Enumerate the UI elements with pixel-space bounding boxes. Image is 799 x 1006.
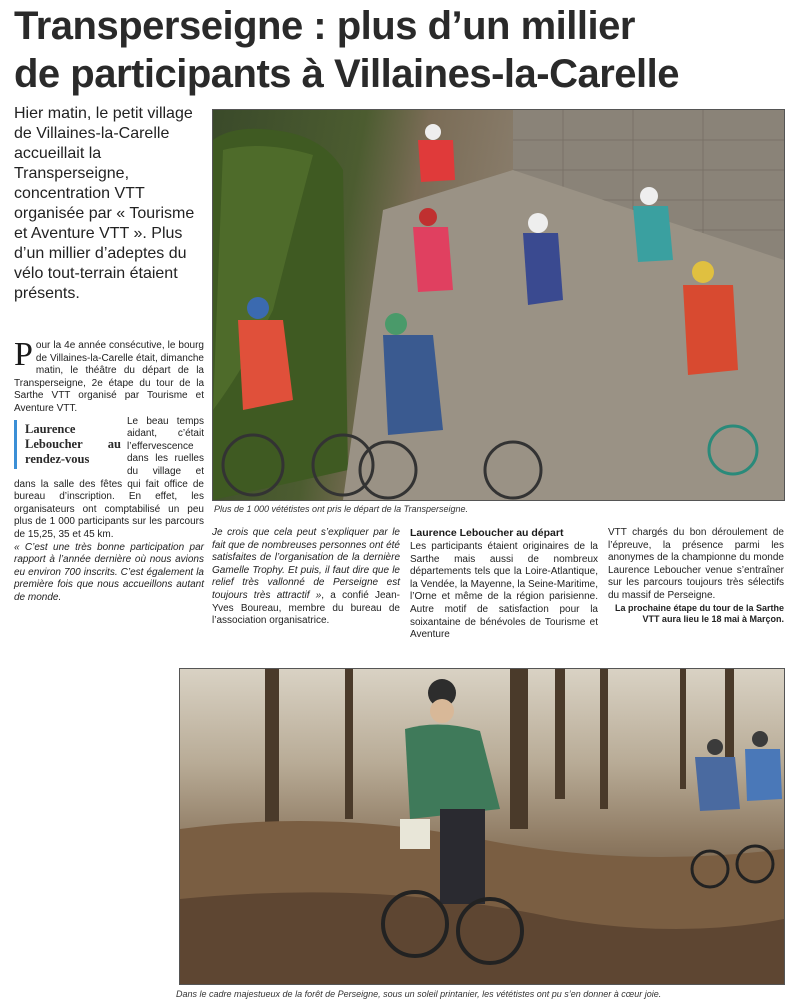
- next-stage-note: La prochaine étape du tour de la Sarthe VTT aura lieu le 18 mai à Marçon.: [614, 602, 784, 624]
- photo-forest-riders-illustration: [180, 669, 784, 984]
- column2-quote-text: Je crois que cela peut s’expliquer par le fait que de nombreuses personnes ont été satisfaites de l’organisation de la dernière Gamelle Trophy. Et puis, il faut dire que le relief très vallonné de Perseigne est toujours très attractif »: [212, 527, 400, 601]
- drop-cap: P: [14, 336, 33, 373]
- photo-cyclists-departure-illustration: [213, 110, 784, 500]
- column1-paragraph-2: [14, 416, 204, 542]
- subhead-leboucher: Laurence Leboucher au départ: [410, 527, 564, 539]
- article-column-4: [608, 527, 784, 625]
- column1-quote-text: « C’est une très bonne participation par rapport à l’année dernière où nous avions eu environ 700 inscrits. C’est également la première fois que nous accueillons autant de monde.: [14, 541, 204, 603]
- column2-paragraph: [212, 527, 400, 628]
- headline-line-2: de participants à Villaines-la-Carelle: [14, 52, 679, 96]
- article-column-3: [410, 527, 598, 642]
- photo-bottom-caption: Dans le cadre majestueux de la forêt de Perseigne, sous un soleil printanier, les vététistes ont pu s’en donner à cœur joie.: [176, 989, 662, 999]
- photo-forest-riders: [179, 668, 785, 985]
- column1-paragraph-2-text: Le beau temps aidant, c’était l’effervescence dans les ruelles du village et dans la salle des fêtes qui fait office de bureau d’inscription. En effet, les organisateurs ont comptabilisé un peu plus de 1 000 participants sur les parcours de 15,25, 35 et 45 km.: [14, 415, 204, 540]
- column4-paragraph: VTT chargés du bon déroulement de l’épreuve, la présence parmi les anonymes de la championne du monde Laurence Leboucher venue s’entraîner sur les parcours toujours très sélectifs du massif de Perseigne.: [608, 527, 784, 601]
- column1-paragraph-1-text: our la 4e année consécutive, le bourg de Villaines-la-Carelle était, dimanche matin, le théâtre du départ de la Transperseigne, 2e étape du tour de la Sarthe VTT organisé par Tourisme et Aventure VTT.: [14, 340, 204, 414]
- article-column-1: [14, 336, 204, 604]
- column1-quote: [14, 542, 204, 605]
- column3-paragraph: Les participants étaient originaires de la Sarthe mais aussi de nombreux départements tels que la Loire-Atlantique, la Vendée, la Mayenne, la Seine-Maritime, l’Orne et même de la région parisienne. Autre motif de satisfaction pour la soixantaine de bénévoles de Tourisme et Aventure: [410, 541, 598, 641]
- lead-paragraph: Hier matin, le petit village de Villaines-la-Carelle accueillait la Transperseigne, concentration VTT organisée par « Tourisme et Aventure VTT ». Plus d’un millier d’adeptes du vélo tout-terrain étaient présents.: [14, 105, 195, 302]
- headline: [14, 2, 789, 98]
- column2-attribution: , a confié Jean-Yves Boureau, membre du bureau de l’association organisatrice.: [212, 589, 400, 627]
- article-column-2: [212, 527, 400, 628]
- headline-line-1: Transperseigne : plus d’un millier: [14, 4, 635, 48]
- photo-cyclists-departure: [212, 109, 785, 501]
- photo-top-caption: Plus de 1 000 vététistes ont pris le départ de la Transperseigne.: [214, 504, 468, 514]
- column1-paragraph-1: [14, 336, 204, 416]
- inset-heading: Laurence Leboucher au rendez-vous: [14, 420, 121, 469]
